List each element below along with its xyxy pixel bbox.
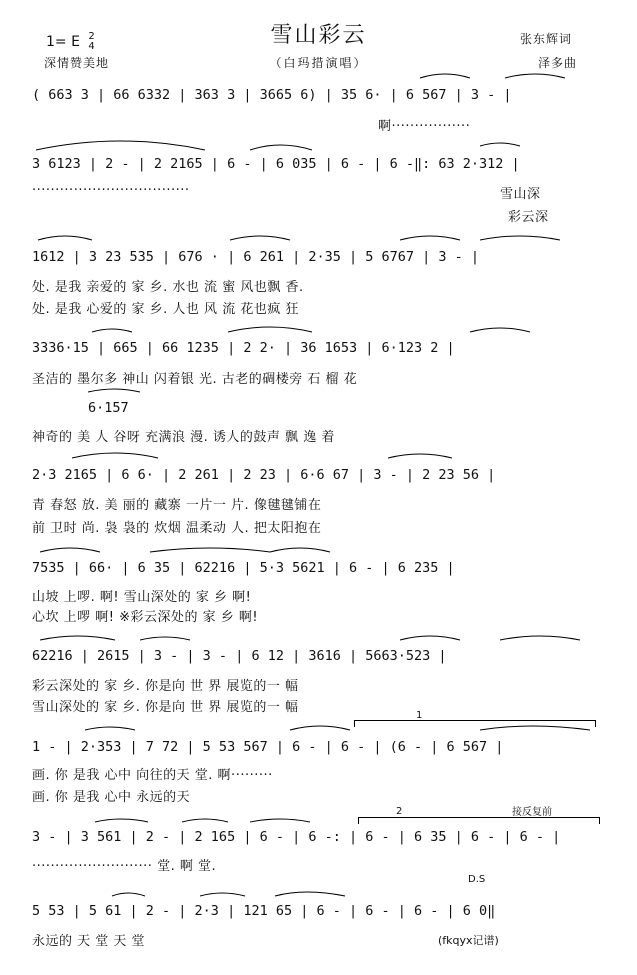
- slur: [270, 548, 330, 552]
- slur: [200, 893, 245, 896]
- slur: [230, 236, 290, 240]
- lyric-row-8-a: 画. 你 是我 心中 向往的天 堂. 啊·········: [32, 768, 273, 783]
- slur: [400, 236, 460, 240]
- lyricist: 张东辉词: [520, 32, 573, 46]
- slur: [470, 328, 530, 332]
- lyric-row-3-b: 处. 是我 心爱的 家 乡. 人也 风 流 花也疯 狂: [32, 302, 299, 317]
- lyric-row-7-a: 彩云深处的 家 乡. 你是向 世 界 展览的一 幅: [32, 679, 299, 694]
- slur: [112, 893, 145, 896]
- song-subtitle: （白玛措演唱）: [269, 56, 368, 70]
- notation-row-5: 2·3 2165 | 6 6· | 2 261 | 2 23 | 6·6 67 | 3 - | 2 23 56 |: [32, 467, 496, 483]
- notation-row-2: 3 6123 | 2 - | 2 2165 | 6 - | 6 035 | 6 - | 6 -‖: 63 2·312 |: [32, 156, 520, 172]
- expression-mark: 深情赞美地: [44, 56, 110, 70]
- slur: [38, 236, 92, 240]
- slur: [400, 636, 460, 640]
- lyric-row-2-b: 彩云深: [508, 210, 549, 225]
- time-bottom: 4: [88, 41, 95, 52]
- lyric-row-5-a: 青 春怒 放. 美 丽的 藏寨 一片一 片. 像毽毽铺在: [32, 498, 322, 513]
- lyric-row-10: 永远的 天 堂 天 堂: [32, 934, 146, 949]
- notation-row-4: 3336·15 | 665 | 66 1235 | 2 2· | 36 1653 | 6·123 2 |: [32, 340, 455, 356]
- notation-row-10: 5 53 | 5 61 | 2 - | 2·3 | 121 65 | 6 - | 6 - | 6 - | 6 0‖: [32, 903, 496, 919]
- lyric-row-8-b: 画. 你 是我 心中 永远的天: [32, 790, 191, 805]
- transcriber-credit: (fkqyx记谱): [438, 934, 499, 947]
- lyric-row-6-a: 山坡 上啰. 啊! 雪山深处的 家 乡 啊!: [32, 590, 252, 605]
- slur: [480, 236, 560, 240]
- slur: [88, 389, 140, 392]
- slur: [480, 726, 590, 730]
- ds-mark: D.S: [468, 874, 486, 885]
- slur: [290, 726, 350, 730]
- notation-row-4-variant: 6·157: [88, 400, 129, 416]
- slur: [505, 74, 565, 78]
- slur: [92, 329, 132, 332]
- slur: [40, 636, 115, 640]
- slur: [388, 454, 452, 458]
- lyric-row-3-a: 处. 是我 亲爱的 家 乡. 水也 流 蜜 风也飘 香.: [32, 280, 304, 295]
- slur: [250, 819, 310, 822]
- notation-row-9: 3 - | 3 561 | 2 - | 2 165 | 6 - | 6 -: | 6 - | 6 35 | 6 - | 6 - |: [32, 829, 561, 845]
- lyric-row-4-b: 神奇的 美 人 谷呀 充满浪 漫. 诱人的鼓声 飘 逸 着: [32, 430, 335, 445]
- slur: [40, 548, 100, 552]
- lyric-row-6-b: 心坎 上啰 啊! ※彩云深处的 家 乡 啊!: [32, 610, 259, 625]
- lyric-row-5-b: 前 卫时 尚. 袅 袅的 炊烟 温柔动 人. 把太阳抱在: [32, 521, 322, 536]
- notation-row-1: ( 663 3 | 66 6332 | 363 3 | 3665 6) | 35 6· | 6 567 | 3 - |: [32, 87, 512, 103]
- notation-row-6: 7535 | 66· | 6 35 | 62216 | 5·3 5621 | 6 - | 6 235 |: [32, 560, 455, 576]
- slur: [72, 453, 158, 458]
- notation-row-3: 1612 | 3 23 535 | 676 · | 6 261 | 2·35 | 5 6767 | 3 - |: [32, 249, 480, 265]
- volta-1-label: 1: [416, 710, 423, 721]
- lyric-row-2-dots: ··································: [32, 183, 190, 198]
- slur: [500, 636, 580, 640]
- slur: [480, 143, 520, 146]
- lyric-row-2-a: 雪山深: [500, 187, 541, 202]
- notation-row-7: 62216 | 2615 | 3 - | 3 - | 6 12 | 3616 | 5663·523 |: [32, 648, 447, 664]
- slur: [36, 141, 205, 150]
- lyric-row-9: ·························· 堂. 啊 堂.: [32, 859, 217, 874]
- slur: [182, 819, 228, 822]
- slur: [420, 74, 470, 78]
- composer: 泽多曲: [538, 56, 578, 70]
- slur: [250, 145, 312, 150]
- notation-row-8: 1 - | 2·353 | 7 72 | 5 53 567 | 6 - | 6 - | (6 - | 6 567 |: [32, 739, 504, 755]
- lyric-row-7-b: 雪山深处的 家 乡. 你是向 世 界 展览的一 幅: [32, 700, 299, 715]
- song-title: 雪山彩云: [270, 23, 367, 48]
- slur: [150, 548, 270, 552]
- lyric-row-4: 圣洁的 墨尔多 神山 闪着银 光. 古老的碉楼旁 石 榴 花: [32, 372, 358, 387]
- lyric-row-1: 啊·················: [378, 119, 471, 134]
- slur: [140, 637, 190, 640]
- slur: [228, 327, 312, 332]
- key-label: 1= E: [46, 34, 80, 50]
- volta-2-label: 2: [396, 806, 403, 817]
- slur: [85, 727, 135, 730]
- slow-mark: 接反复前: [512, 807, 552, 818]
- slur: [95, 819, 148, 822]
- slur: [275, 892, 345, 896]
- time-top: 2: [88, 31, 95, 42]
